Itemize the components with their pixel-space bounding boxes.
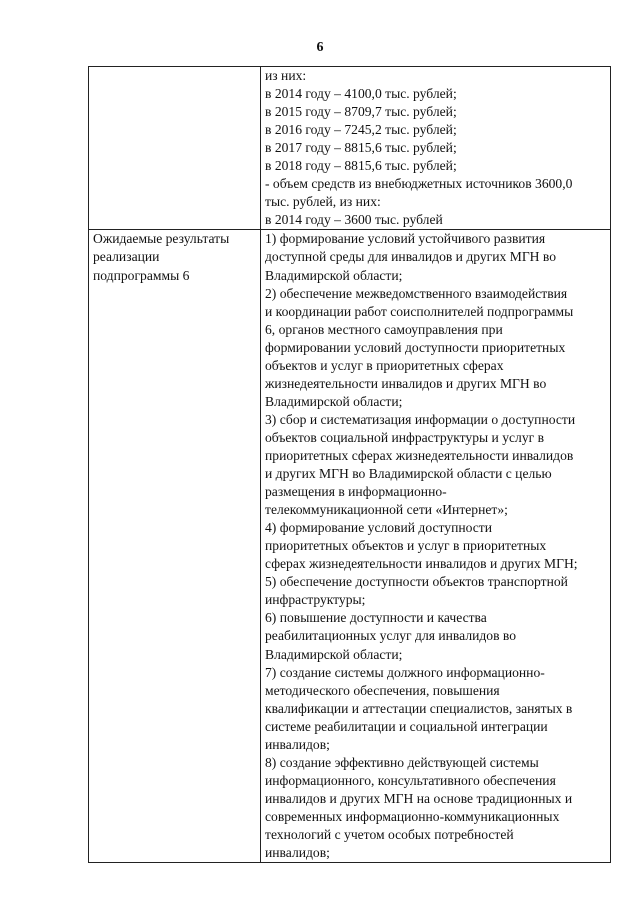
program-table [88, 66, 611, 863]
text-line: размещения в информационно- [265, 484, 447, 500]
text-line: методического обеспечения, повышения [265, 682, 500, 698]
text-line: подпрограммы 6 [93, 267, 190, 283]
text-line: из них: [265, 68, 307, 83]
text-line: и других МГН во Владимирской области с целью [265, 466, 552, 482]
text-line: инфраструктуры; [265, 592, 366, 608]
text-line: в 2014 году – 4100,0 тыс. рублей; [265, 86, 457, 102]
text-line: квалификации и аттестации специалистов, занятых в [265, 700, 573, 716]
text-line: информационного, консультативного обеспечения [265, 772, 556, 788]
text-line: Ожидаемые результаты [93, 231, 230, 247]
funding-content-cell [261, 67, 611, 230]
text-line: в 2015 году – 8709,7 тыс. рублей; [265, 104, 457, 120]
text-line: 1) формирование условий устойчивого развития [265, 231, 546, 247]
text-line: реабилитационных услуг для инвалидов во [265, 628, 517, 644]
text-line: системе реабилитации и социальной интеграции [265, 718, 548, 734]
text-line: жизнедеятельности инвалидов и других МГН во [265, 375, 547, 391]
text-line: в 2018 году – 8815,6 тыс. рублей; [265, 158, 457, 174]
text-line: 6) повышение доступности и качества [265, 610, 487, 626]
text-line: в 2014 году – 3600 тыс. рублей [265, 212, 443, 228]
text-line: 8) создание эффективно действующей системы [265, 754, 539, 770]
text-line: 2) обеспечение межведомственного взаимодействия [265, 285, 568, 301]
text-line: объектов социальной инфраструктуры и услуг в [265, 429, 545, 445]
text-line: доступной среды для инвалидов и других МГН во [265, 249, 557, 265]
text-line: 4) формирование условий доступности [265, 520, 492, 536]
text-line: - объем средств из внебюджетных источников 3600,0 [265, 176, 573, 192]
text-line: 6, органов местного самоуправления при [265, 321, 503, 337]
text-line: 3) сбор и систематизация информации о доступности [265, 411, 576, 427]
text-line: инвалидов и других МГН на основе традиционных и [265, 790, 573, 806]
text-line: в 2016 году – 7245,2 тыс. рублей; [265, 122, 457, 138]
text-line: Владимирской области; [265, 393, 403, 409]
page-number: 6 [316, 40, 324, 55]
text-line: телекоммуникационной сети «Интернет»; [265, 502, 508, 518]
text-line: инвалидов; [265, 736, 330, 752]
text-line: реализации [93, 249, 160, 265]
table-row-expected-results [89, 230, 611, 863]
funding-label-cell [89, 67, 261, 230]
text-line: в 2017 году – 8815,6 тыс. рублей; [265, 140, 457, 156]
text-line: сферах жизнедеятельности инвалидов и других МГН; [265, 556, 578, 572]
table-row-funding [89, 67, 611, 230]
text-line: 7) создание системы должного информационно- [265, 664, 545, 680]
text-line: Владимирской области; [265, 267, 403, 283]
expected-results-label-cell [89, 230, 261, 863]
text-line: и координации работ соисполнителей подпрограммы [265, 303, 574, 319]
expected-results-content-cell [261, 230, 611, 863]
text-line: современных информационно-коммуникационных [265, 808, 560, 824]
text-line: объектов и услуг в приоритетных сферах [265, 357, 504, 373]
text-line: формировании условий доступности приоритетных [265, 339, 566, 355]
text-line: Владимирской области; [265, 646, 403, 662]
text-line: тыс. рублей, из них: [265, 194, 381, 210]
text-line: приоритетных сферах жизнедеятельности инвалидов [265, 447, 574, 463]
text-line: 5) обеспечение доступности объектов транспортной [265, 574, 568, 590]
text-line: приоритетных объектов и услуг в приоритетных [265, 538, 547, 554]
text-line: технологий с учетом особых потребностей [265, 826, 514, 842]
text-line: инвалидов; [265, 845, 330, 861]
